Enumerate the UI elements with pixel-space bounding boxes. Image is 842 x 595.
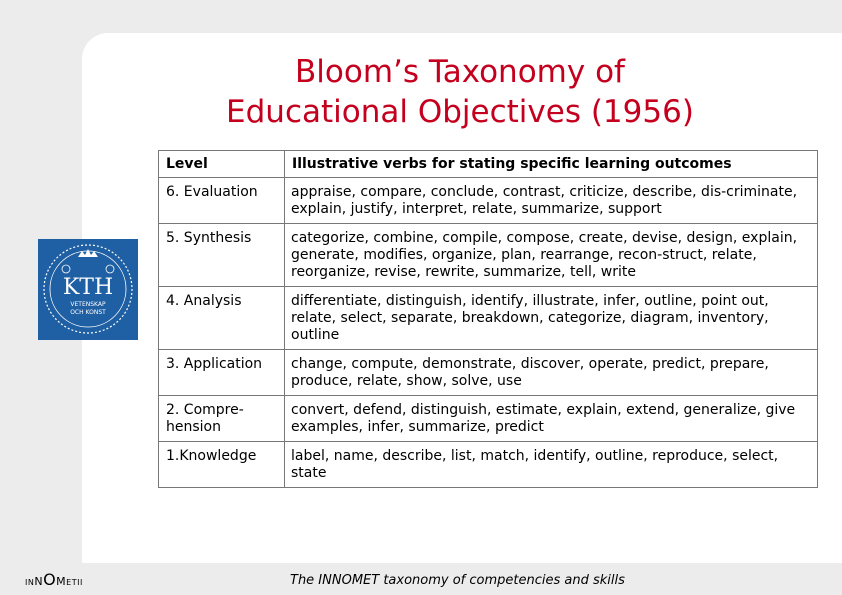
title-line-2: Educational Objectives (1956) <box>226 94 694 130</box>
header-verbs: Illustrative verbs for stating specific learning outcomes <box>285 151 818 178</box>
innomet-brand <box>25 570 83 589</box>
table-row <box>159 287 818 350</box>
taxonomy-table <box>158 150 818 488</box>
title-line-1: Bloom’s Taxonomy of <box>295 54 625 90</box>
logo-subtext-1: VETENSKAP <box>70 301 106 308</box>
level-cell: 5. Synthesis <box>159 224 285 287</box>
table-row <box>159 350 818 396</box>
verbs-cell: appraise, compare, conclude, contrast, criticize, describe, dis-criminate, explain, justify, interpret, relate, summarize, support <box>285 178 818 224</box>
verbs-cell: convert, defend, distinguish, estimate, explain, extend, generalize, give examples, infer, summarize, predict <box>285 396 818 442</box>
brand-part: II <box>77 578 83 587</box>
level-cell: 4. Analysis <box>159 287 285 350</box>
brand-part: N <box>34 575 44 588</box>
logo-text: KTH <box>62 275 114 300</box>
table-row <box>159 442 818 488</box>
level-cell: 6. Evaluation <box>159 178 285 224</box>
level-cell: 3. Application <box>159 350 285 396</box>
level-cell: 1.Knowledge <box>159 442 285 488</box>
table-row <box>159 224 818 287</box>
header-level: Level <box>159 151 285 178</box>
verbs-cell: differentiate, distinguish, identify, illustrate, infer, outline, point out, relate, select, separate, breakdown, categorize, diagram, inventory, outline <box>285 287 818 350</box>
logo-subtext-2: OCH KONST <box>70 309 106 316</box>
table-header-row <box>159 151 818 178</box>
verbs-cell: categorize, combine, compile, compose, create, devise, design, explain, generate, modifies, organize, plan, rearrange, recon-struct, relate, reorganize, revise, rewrite, summarize, tell, write <box>285 224 818 287</box>
verbs-cell: label, name, describe, list, match, identify, outline, reproduce, select, state <box>285 442 818 488</box>
brand-part: IN <box>25 578 35 587</box>
table-row <box>159 178 818 224</box>
brand-part: O <box>43 570 57 589</box>
footer-caption: The INNOMET taxonomy of competencies and skills <box>290 573 625 588</box>
kth-logo <box>38 239 138 340</box>
table-row <box>159 396 818 442</box>
level-cell: 2. Compre-hension <box>159 396 285 442</box>
brand-part: M <box>56 575 67 588</box>
slide-title <box>140 52 780 132</box>
verbs-cell: change, compute, demonstrate, discover, operate, predict, prepare, produce, relate, show, solve, use <box>285 350 818 396</box>
brand-part: ET <box>66 578 78 587</box>
kth-crest-icon <box>38 239 138 340</box>
